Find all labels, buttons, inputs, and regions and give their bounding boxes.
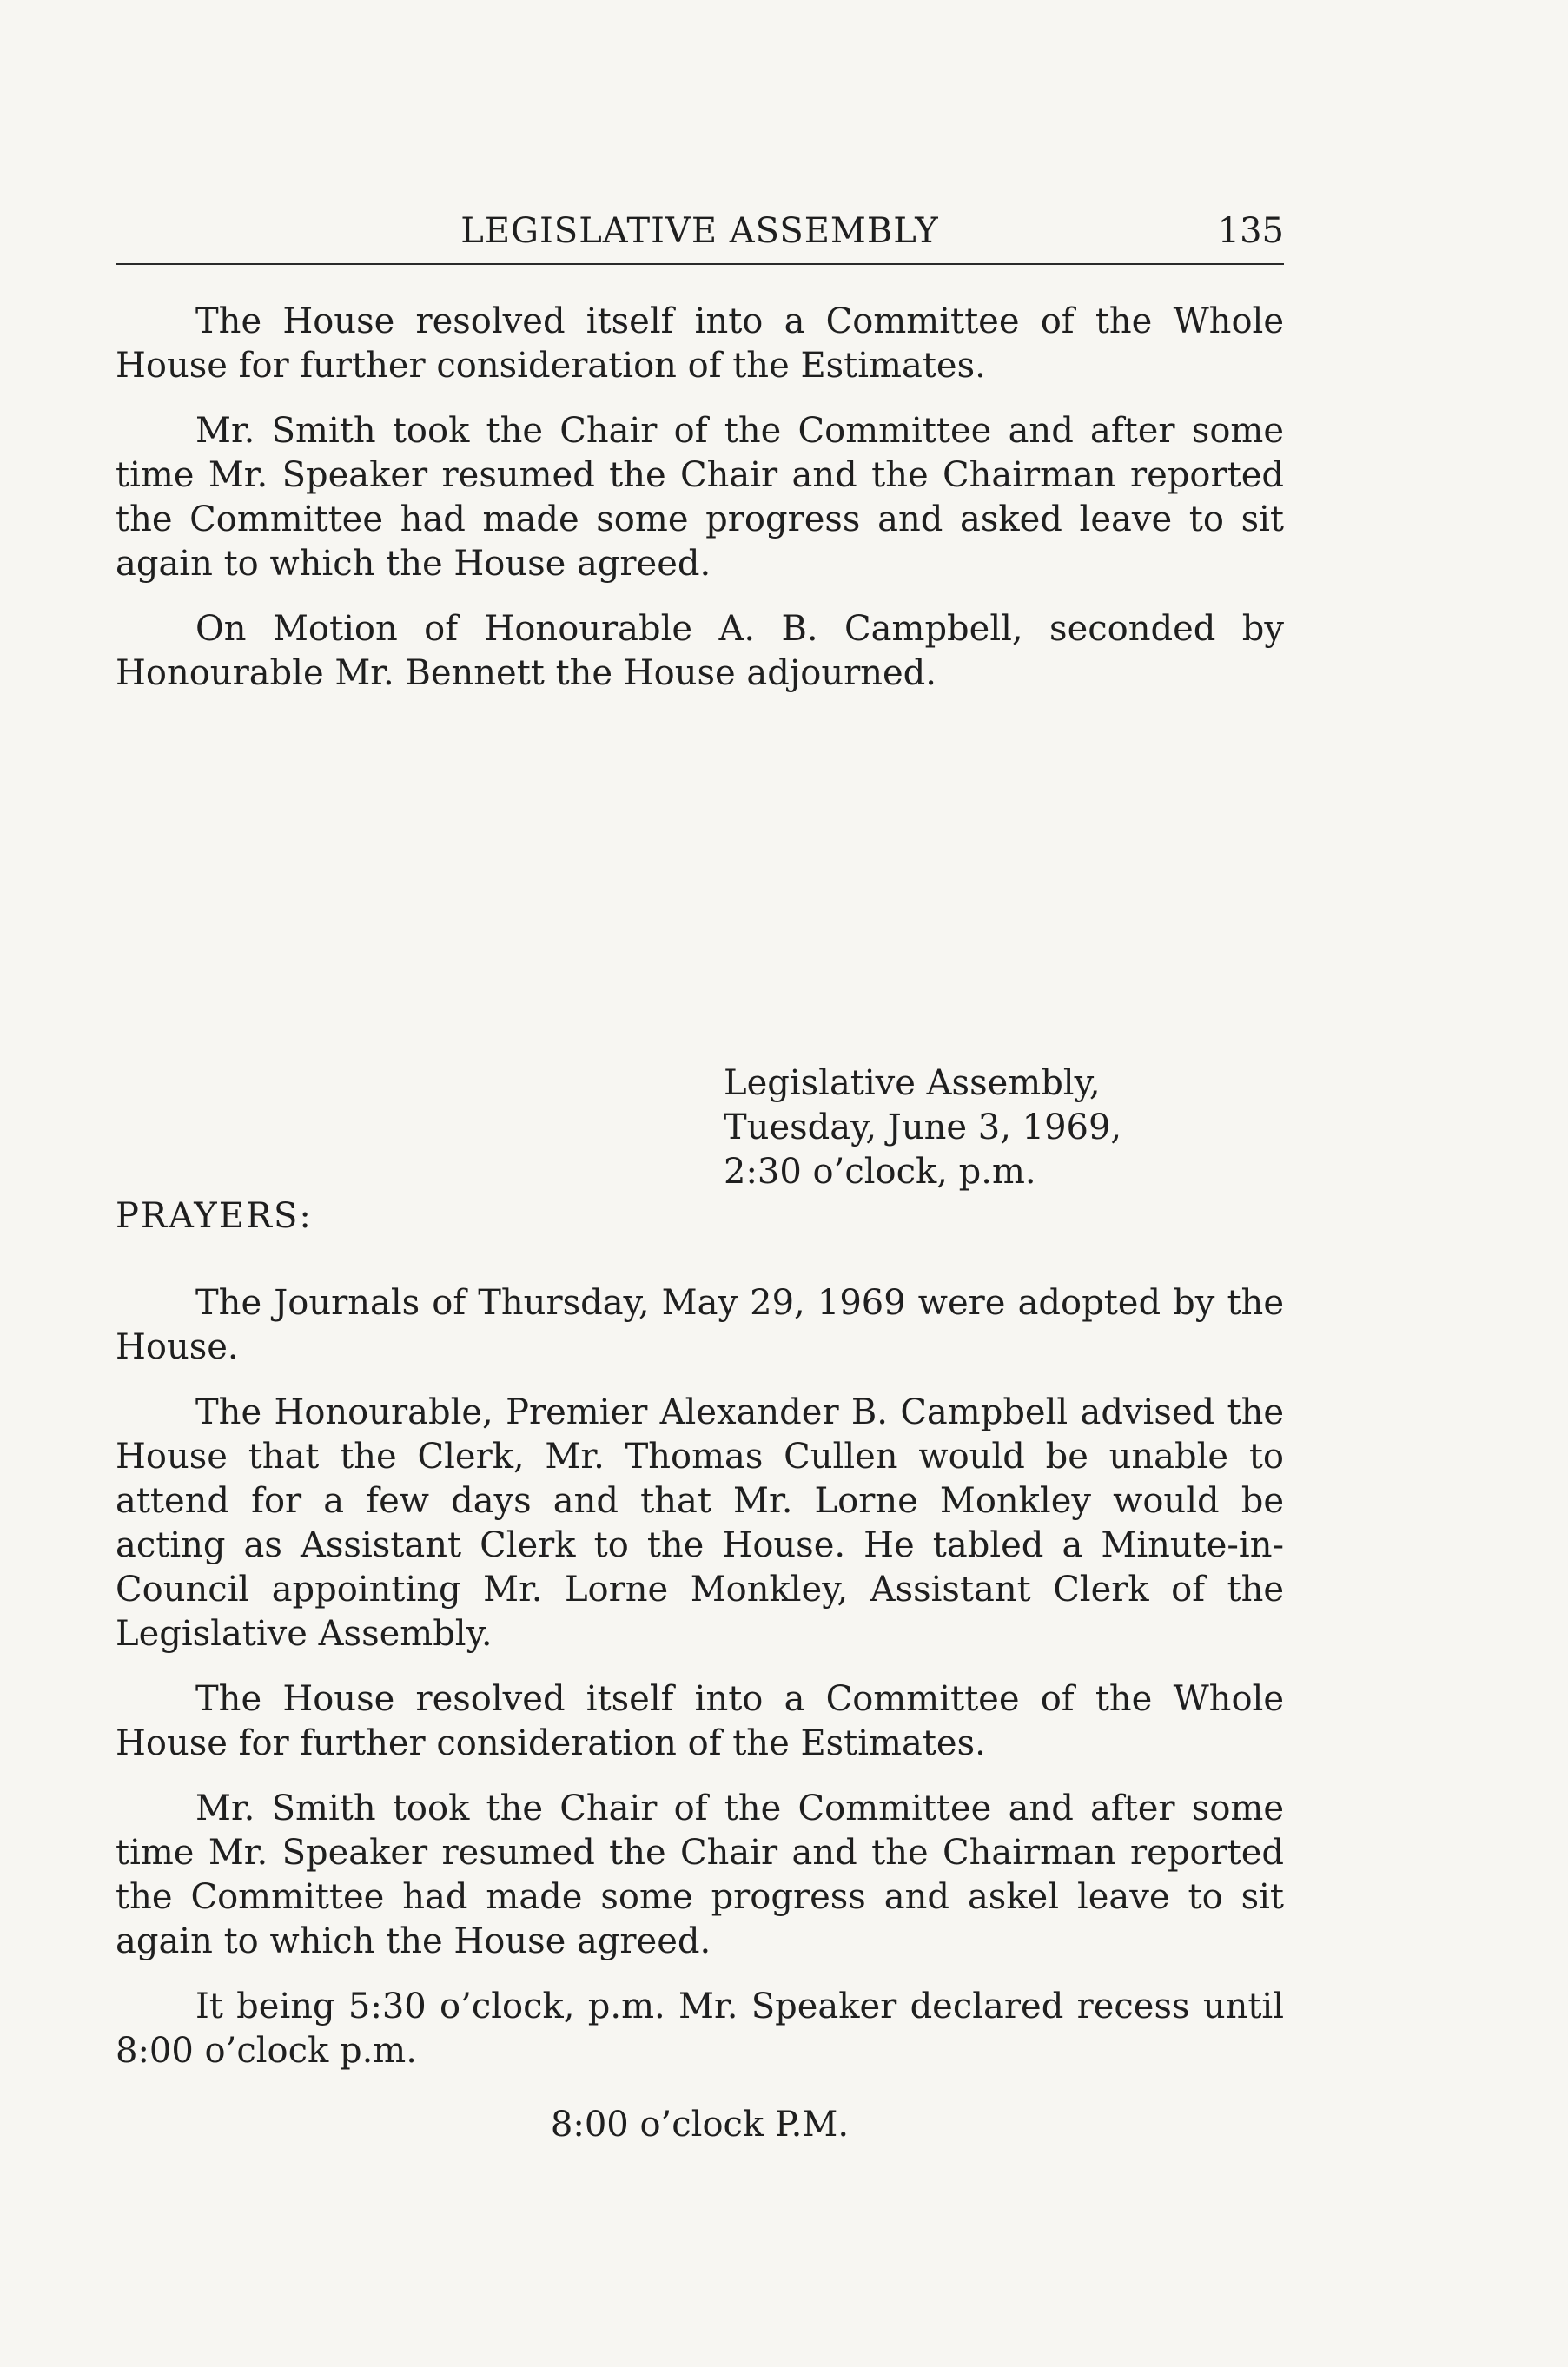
evening-sitting-time: 8:00 o’clock P.M.: [550, 2105, 850, 2145]
previous-sitting-text: [116, 300, 1284, 717]
sitting-place: Legislative Assembly,: [724, 1063, 1101, 1103]
paragraph: On Motion of Honourable A. B. Campbell, seconded by Honourable Mr. Bennett the House adjourned.: [116, 609, 1284, 693]
prayers-label: PRAYERS:: [116, 1196, 313, 1236]
paragraph: The House resolved itself into a Committee of the Whole House for further consideration of the Estimates.: [116, 1679, 1284, 1763]
header-rule: [116, 263, 1284, 265]
sitting-heading: [724, 1061, 1121, 1194]
paragraph: It being 5:30 o’clock, p.m. Mr. Speaker declared recess until 8:00 o’clock p.m.: [116, 1987, 1284, 2071]
paragraph: Mr. Smith took the Chair of the Committee and after some time Mr. Speaker resumed the Chair and the Chairman reported the Committee had made some progress and askel leave to sit again to which the House agreed.: [116, 1788, 1284, 1961]
sitting-date: Tuesday, June 3, 1969,: [724, 1107, 1122, 1147]
sitting-time: 2:30 o’clock, p.m.: [724, 1152, 1036, 1192]
sitting-proceedings: [116, 1281, 1284, 2168]
running-title: LEGISLATIVE ASSEMBLY: [460, 211, 939, 251]
paragraph: The Journals of Thursday, May 29, 1969 were adopted by the House.: [116, 1283, 1284, 1367]
page-number: 135: [1217, 211, 1284, 251]
page-header: [116, 207, 1284, 255]
paragraph: The House resolved itself into a Committee of the Whole House for further consideration of the Estimates.: [116, 301, 1284, 386]
paragraph: Mr. Smith took the Chair of the Committee and after some time Mr. Speaker resumed the Chair and the Chairman reported the Committee had made some progress and asked leave to sit again to which the House agreed.: [116, 411, 1284, 584]
paragraph: The Honourable, Premier Alexander B. Campbell advised the House that the Clerk, Mr. Thomas Cullen would be unable to attend for a few days and that Mr. Lorne Monkley would be acting as Assistant Clerk to the House. He tabled a Minute-in-Council appointing Mr. Lorne Monkley, Assistant Clerk of the Legislative Assembly.: [116, 1392, 1284, 1654]
